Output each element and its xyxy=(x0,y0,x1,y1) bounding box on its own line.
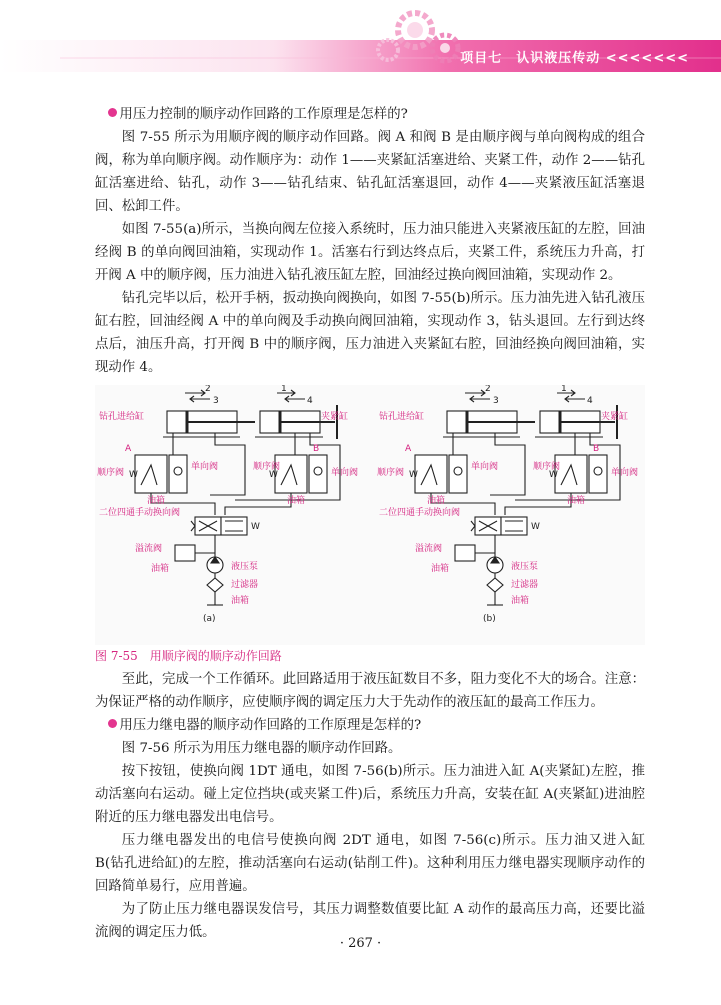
chapter-title: 项目七 认识液压传动 <<<<<<< xyxy=(460,51,689,66)
label-action-4: 4 xyxy=(587,396,593,406)
label-spring-w: W xyxy=(269,470,278,480)
bullet-icon xyxy=(108,108,117,117)
figure-7-55 xyxy=(95,385,645,645)
paragraph: 为了防止压力继电器误发信号，其压力调整数值要比缸 A 动作的最高压力高，还要比溢流阀的调定压力低。 xyxy=(95,902,645,940)
label-action-1: 1 xyxy=(561,385,567,394)
label-relief-valve: 溢流阀 xyxy=(135,544,163,554)
label-directional-valve: 二位四通手动换向阀 xyxy=(379,508,461,518)
label-check-valve: 单向阀 xyxy=(471,462,499,472)
label-check-valve: 单向阀 xyxy=(191,462,219,472)
bullet-icon xyxy=(108,719,117,728)
label-sequence-valve: 顺序阀 xyxy=(533,462,561,472)
label-drill-cylinder: 钻孔进给缸 xyxy=(379,412,425,422)
page-header xyxy=(0,0,721,80)
page-content xyxy=(95,103,645,944)
label-valve-b: B xyxy=(313,444,320,454)
label-sequence-valve: 顺序阀 xyxy=(97,468,125,478)
question-text: 用压力继电器的顺序动作回路的工作原理是怎样的? xyxy=(119,718,422,733)
label-spring-w: W xyxy=(251,522,260,532)
paragraph: 按下按钮，使换向阀 1DT 通电，如图 7-56(b)所示。压力油进入缸 A(夹紧缸)左腔，推动活塞向右运动。碰上定位挡块(或夹紧工件)后，系统压力升高，安装在缸 A(夹紧缸)进油腔附近的压力继电器发出电信号。 xyxy=(95,764,645,825)
label-oil-tank: 油箱 xyxy=(147,496,166,506)
label-relief-valve: 溢流阀 xyxy=(415,544,443,554)
label-filter: 过滤器 xyxy=(231,580,259,590)
label-valve-a: A xyxy=(125,444,132,454)
sublabel-a: (a) xyxy=(203,614,216,624)
label-action-2: 2 xyxy=(485,385,491,394)
label-action-2: 2 xyxy=(205,385,211,394)
label-action-3: 3 xyxy=(213,396,219,406)
label-action-3: 3 xyxy=(493,396,499,406)
paragraph: 如图 7-55(a)所示，当换向阀左位接入系统时，压力油只能进入夹紧液压缸的左腔，回油经阀 B 的单向阀回油箱，实现动作 1。活塞右行到达终点后，夹紧工件，系统压力升高，打开阀 A 中的顺序阀，压力油进入钻孔液压缸左腔，回油经过换向阀回油箱，实现动作 2。 xyxy=(95,222,645,283)
label-oil-tank: 油箱 xyxy=(287,496,306,506)
label-oil-tank: 油箱 xyxy=(427,496,446,506)
label-oil-tank: 油箱 xyxy=(151,564,170,574)
label-sequence-valve: 顺序阀 xyxy=(253,462,281,472)
label-spring-w: W xyxy=(549,470,558,480)
label-spring-w: W xyxy=(409,470,418,480)
hydraulic-circuit-diagram xyxy=(95,385,645,645)
label-filter: 过滤器 xyxy=(511,580,539,590)
label-pump: 液压泵 xyxy=(511,562,539,572)
question-heading xyxy=(95,714,645,737)
sublabel-b: (b) xyxy=(483,614,496,624)
label-sequence-valve: 顺序阀 xyxy=(377,468,405,478)
label-pump: 液压泵 xyxy=(231,562,259,572)
paragraph: 压力继电器发出的电信号使换向阀 2DT 通电，如图 7-56(c)所示。压力油又进入缸 B(钻孔进给缸)的左腔，推动活塞向右运动(钻削工件)。这种利用压力继电器实现顺序动作的回路简单易行，应用普遍。 xyxy=(95,833,645,894)
paragraph: 图 7-56 所示为用压力继电器的顺序动作回路。 xyxy=(121,741,402,756)
label-spring-w: W xyxy=(129,470,138,480)
label-clamp-cylinder: 夹紧缸 xyxy=(601,412,629,422)
label-oil-tank: 油箱 xyxy=(231,596,250,606)
label-oil-tank: 油箱 xyxy=(431,564,450,574)
page-number: · 267 · xyxy=(339,936,382,951)
label-spring-w: W xyxy=(531,522,540,532)
label-check-valve: 单向阀 xyxy=(611,468,639,478)
label-clamp-cylinder: 夹紧缸 xyxy=(321,412,349,422)
paragraph: 至此，完成一个工作循环。此回路适用于液压缸数目不多，阻力变化不大的场合。注意：为保证严格的动作顺序，应使顺序阀的调定压力大于先动作的液压缸的最高工作压力。 xyxy=(95,672,645,710)
label-valve-a: A xyxy=(405,444,412,454)
paragraph: 钻孔完毕以后，松开手柄，扳动换向阀换向，如图 7-55(b)所示。压力油先进入钻孔液压缸右腔，回油经阀 A 中的单向阀及手动换向阀回油箱，实现动作 3，钻头退回。左行到达终点后，油压升高，打开阀 B 中的顺序阀，压力油进入夹紧缸右腔，回油经换向阀回油箱，实现动作 4。 xyxy=(95,291,645,375)
label-oil-tank: 油箱 xyxy=(567,496,586,506)
label-valve-b: B xyxy=(593,444,600,454)
label-oil-tank: 油箱 xyxy=(511,596,530,606)
label-drill-cylinder: 钻孔进给缸 xyxy=(99,412,145,422)
label-action-4: 4 xyxy=(307,396,313,406)
question-text: 用压力控制的顺序动作回路的工作原理是怎样的? xyxy=(119,107,408,122)
header-banner xyxy=(0,0,721,80)
paragraph: 图 7-55 所示为用顺序阀的顺序动作回路。阀 A 和阀 B 是由顺序阀与单向阀构成的组合阀，称为单向顺序阀。动作顺序为：动作 1——夹紧缸活塞进给、夹紧工件，动作 2——钻孔缸活塞进给、钻孔，动作 3——钻孔结束、钻孔缸活塞退回，动作 4——夹紧液压缸活塞退回、松卸工件。 xyxy=(95,130,645,214)
label-directional-valve: 二位四通手动换向阀 xyxy=(99,508,181,518)
question-heading xyxy=(95,103,645,126)
label-check-valve: 单向阀 xyxy=(331,468,359,478)
label-action-1: 1 xyxy=(281,385,287,394)
figure-caption: 图 7-55 用顺序阀的顺序动作回路 xyxy=(95,649,282,663)
